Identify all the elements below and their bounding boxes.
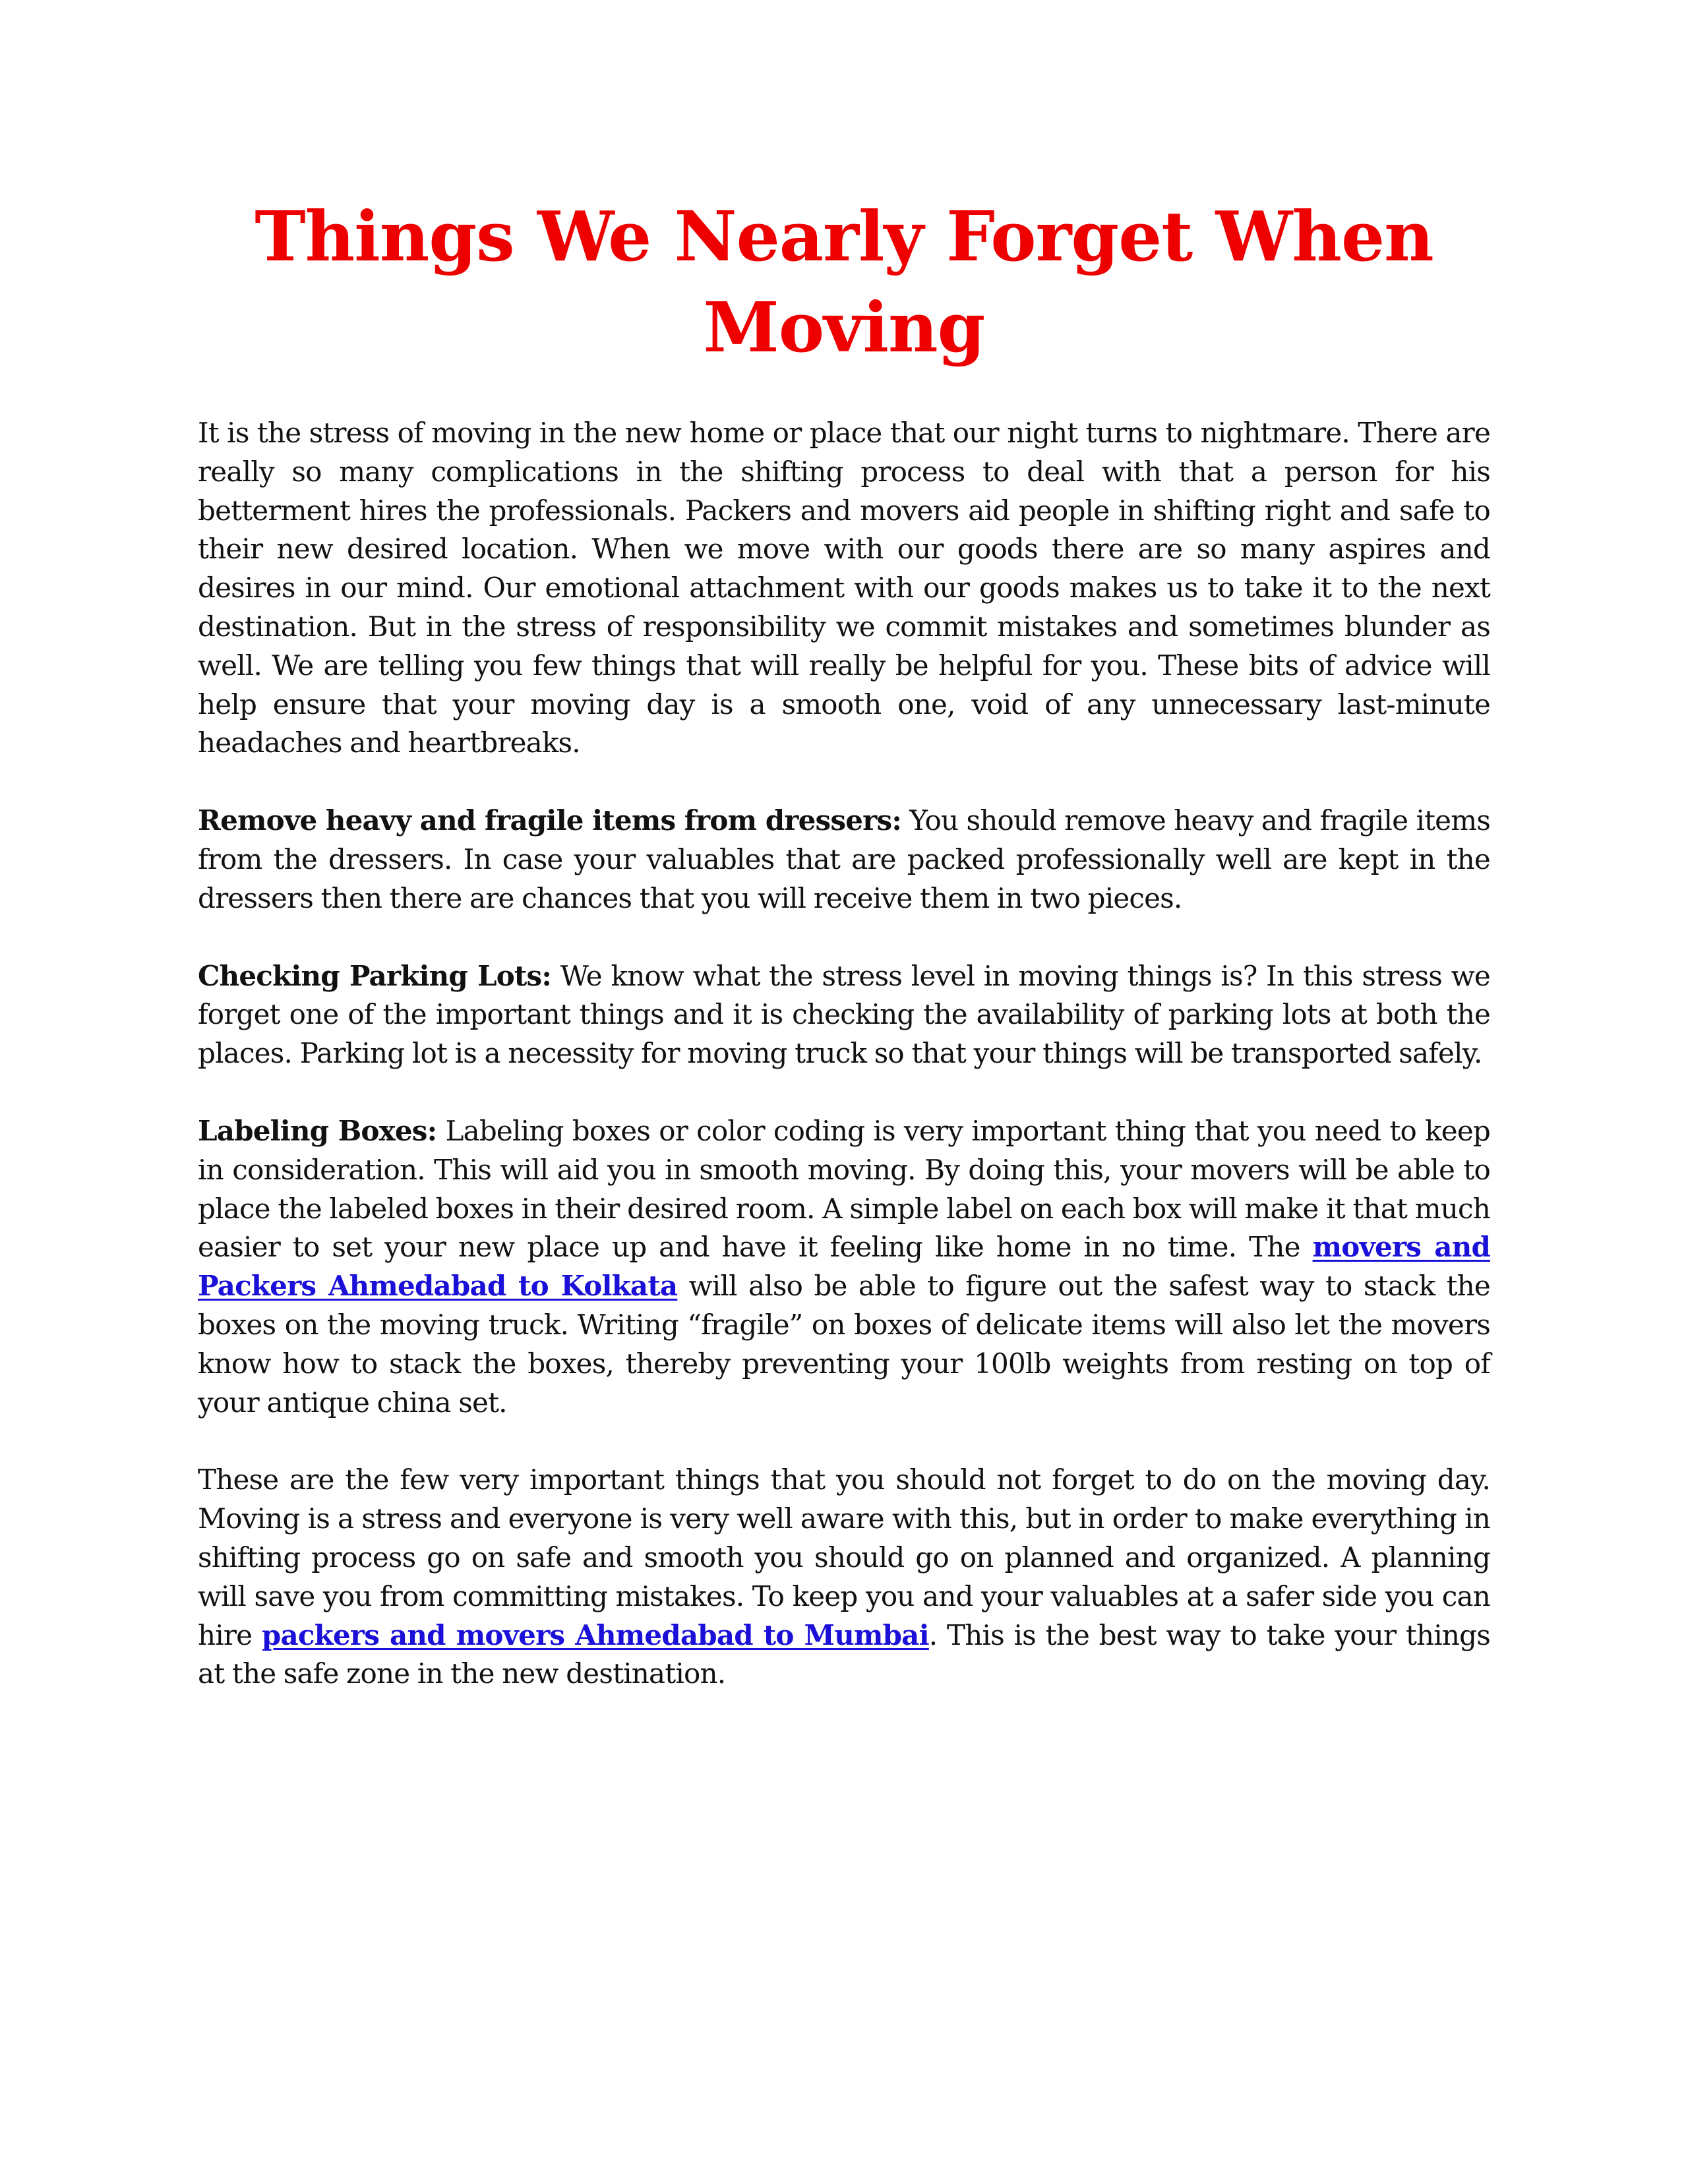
conclusion-text-after: . This is the best way to take your things at the safe zone in the new destination. <box>198 1618 1490 1690</box>
intro-paragraph: It is the stress of moving in the new home or place that our night turns to nightmare. There are really so many complications in the shifting process to deal with that a person for his betterment hires the professionals. Packers and movers aid people in shifting right and safe to their new desired location. When we move with our goods there are so many aspires and desires in our mind. Our emotional attachment with our goods makes us to take it to the next destination. But in the stress of responsibility we commit mistakes and sometimes blunder as well. We are telling you few things that will really be helpful for you. These bits of advice will help ensure that your moving day is a smooth one, void of any unnecessary last-minute headaches and heartbreaks. <box>198 417 1490 759</box>
labeling-text-before: Labeling boxes or color coding is very important thing that you need to keep in consideration. This will aid you in smooth moving. By doing this, your movers will be able to place the labeled boxes in their desired room. A simple label on each box will make it that much easier to set your new place up and have it feeling like home in no time. The <box>198 1114 1490 1264</box>
labeling-heading: Labeling Boxes: <box>198 1114 437 1147</box>
dressers-text: You should remove heavy and fragile items from the dressers. In case your valuables that are packed professionally well are kept in the dressers then there are chances that you will receive them in two pieces. <box>198 804 1490 914</box>
document-body <box>198 414 1490 1694</box>
labeling-text-after: will also be able to figure out the safest way to stack the boxes on the moving truck. Writing “fragile” on boxes of delicate items will also let the movers know how to stack the boxes, thereby preventing your 100lb weights from resting on top of your antique china set. <box>198 1270 1490 1419</box>
mumbai-movers-link[interactable]: packers and movers Ahmedabad to Mumbai <box>261 1618 929 1651</box>
labeling-paragraph <box>198 1112 1490 1422</box>
parking-text: We know what the stress level in moving things is? In this stress we forget one of the important things and it is checking the availability of parking lots at both the places. Parking lot is a necessity for moving truck so that your things will be transported safely. <box>198 959 1490 1070</box>
dressers-heading: Remove heavy and fragile items from dressers: <box>198 804 902 837</box>
parking-paragraph <box>198 957 1490 1073</box>
parking-heading: Checking Parking Lots: <box>198 959 552 992</box>
page-title: Things We Nearly Forget When Moving <box>255 196 1433 368</box>
dressers-paragraph <box>198 802 1490 918</box>
document-page <box>198 191 1490 1732</box>
conclusion-text-before: These are the few very important things that you should not forget to do on the moving day. Moving is a stress and everyone is very well aware with this, but in order to make everything in shifting process go on safe and smooth you should go on planned and organized. A planning will save you from committing mistakes. To keep you and your valuables at a safer side you can hire <box>198 1463 1490 1651</box>
kolkata-movers-link[interactable]: movers and Packers Ahmedabad to Kolkata <box>198 1231 1491 1303</box>
conclusion-paragraph <box>198 1461 1490 1694</box>
